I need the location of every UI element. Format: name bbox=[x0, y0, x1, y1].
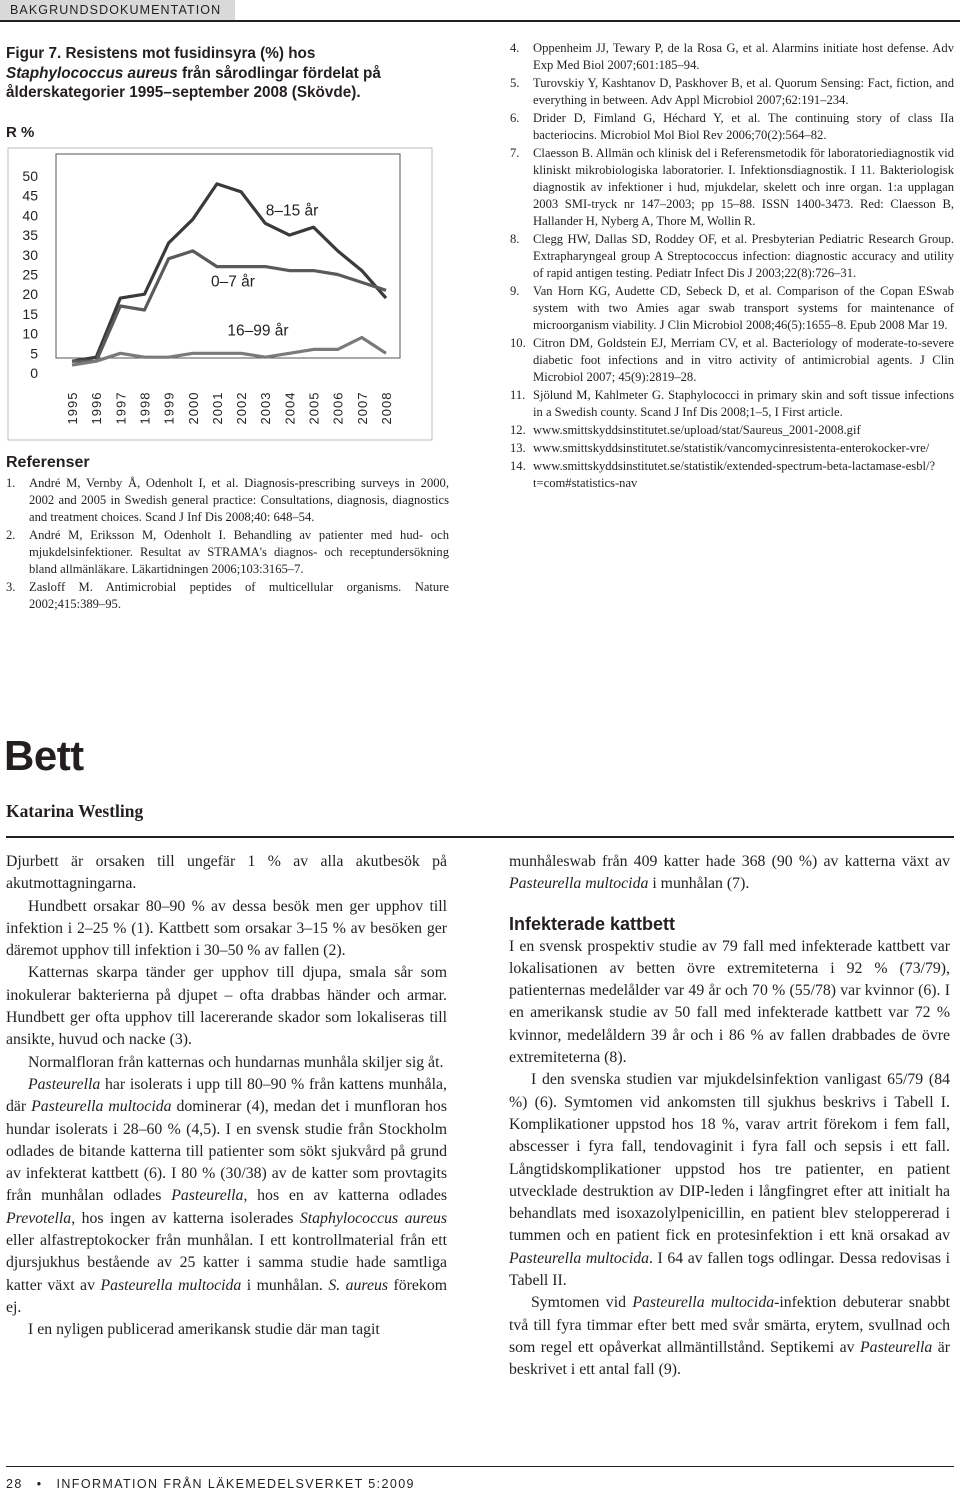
reference-number: 7. bbox=[510, 146, 520, 160]
header-rule bbox=[0, 20, 960, 22]
species-name: Pasteurella bbox=[28, 1075, 101, 1093]
text: är beskrivet i ett antal fall (9). bbox=[509, 1338, 950, 1379]
reference-item bbox=[6, 475, 449, 526]
series-line-2 bbox=[72, 338, 386, 366]
text: , hos en av katterna odlades bbox=[243, 1187, 447, 1205]
reference-item bbox=[510, 145, 954, 230]
y-tick-label: 40 bbox=[22, 207, 38, 224]
x-tick-label: 2006 bbox=[330, 391, 346, 425]
reference-number: 13. bbox=[510, 441, 526, 455]
y-axis-label: R % bbox=[6, 124, 35, 141]
reference-number: 1. bbox=[6, 476, 16, 490]
reference-number: 10. bbox=[510, 336, 526, 350]
y-tick-label: 20 bbox=[22, 286, 38, 303]
y-tick-label: 45 bbox=[22, 187, 38, 204]
article-column-right bbox=[509, 851, 950, 1382]
article-column-left bbox=[6, 851, 447, 1342]
x-tick-label: 2003 bbox=[258, 391, 274, 425]
y-tick-label: 5 bbox=[30, 345, 38, 362]
x-tick-label: 2002 bbox=[234, 391, 250, 425]
reference-item bbox=[510, 283, 954, 334]
section-label: BAKGRUNDSDOKUMENTATION bbox=[0, 0, 235, 20]
reference-text: André M, Vernby Å, Odenholt I, et al. Diagnosis-prescribing surveys in 2000, 2002 and 2005 in Swedish general practice: Consultations, diagnosis, diagnostics and treatment choices. Scand J Inf Dis 2008;40: 648–54. bbox=[29, 476, 449, 524]
reference-list-left bbox=[6, 475, 449, 614]
resistance-line-chart bbox=[0, 146, 440, 446]
reference-item bbox=[510, 422, 954, 439]
text: har isolerats i upp till 80–90 % från kattens munhåla, där bbox=[6, 1075, 447, 1116]
series-label: 8–15 år bbox=[265, 202, 319, 220]
subheading: Infekterade kattbett bbox=[509, 913, 676, 934]
species-name: Pasteurella multocida bbox=[100, 1276, 242, 1294]
reference-item bbox=[510, 110, 954, 144]
species-name: S. aureus bbox=[328, 1276, 389, 1294]
reference-text: www.smittskyddsinstitutet.se/upload/stat/Saureus_2001-2008.gif bbox=[533, 423, 861, 437]
text: i munhålan (7). bbox=[648, 875, 750, 893]
reference-item bbox=[510, 75, 954, 109]
footer-rule bbox=[6, 1466, 954, 1467]
reference-number: 3. bbox=[6, 580, 16, 594]
text: munhåleswab från 409 katter hade 368 (90 %) av katterna växt av bbox=[509, 853, 950, 870]
species-name: Pasteurella bbox=[171, 1187, 244, 1205]
text: i munhålan. bbox=[241, 1276, 329, 1294]
y-tick-label: 35 bbox=[22, 227, 38, 244]
species-name: Staphylococcus aureus bbox=[299, 1209, 448, 1227]
text: dominerar (4), medan det i munfloran hos hundar isolerats i 28–60 % (4,5). I en svensk studie från Stockholm odlades de bitande katterna till patienter som sökt sjukvård på grund av infekterat kattbett (6). I 80 % (30/38) av de katter som provtagits från munhålan odlades bbox=[6, 1098, 447, 1205]
species-name: Pasteurella bbox=[860, 1338, 933, 1356]
reference-text: Claesson B. Allmän och klinisk del i Referensmetodik för laboratoriediagnostik vid kliniskt mikrobiologiska laboratorier. I. Infektionsdiagnostik. I 11. Bakteriologisk diagnostik av infektioner i hud, mjukdelar, skelett och inre organ. 1:a upplagan 2003 SMI-tryck nr 147–2003; pp 15–88. ISSN 1400-3473. Red: Claesson B, Hallander H, Nyberg A, Thore M, Wollin R. bbox=[533, 146, 954, 228]
article-author: Katarina Westling bbox=[6, 801, 144, 821]
series-label: 0–7 år bbox=[211, 273, 255, 291]
reference-text: Van Horn KG, Audette CD, Sebeck D, et al. Comparison of the Copan ESwab system with two Amies agar swab transport systems for maintenance of microorganism viability. J Clin Microbiol 2008;46(5):1655–8. Epub 2008 Mar 19. bbox=[533, 284, 954, 332]
reference-text: Zasloff M. Antimicrobial peptides of multicellular organisms. Nature 2002;415:389–95. bbox=[29, 580, 449, 611]
reference-item bbox=[6, 579, 449, 613]
x-tick-label: 1999 bbox=[161, 391, 177, 425]
figure-caption-text-2: från sårodlingar fördelat på ålderskategorier 1995–september 2008 (Skövde). bbox=[6, 64, 381, 101]
paragraph: I en svensk prospektiv studie av 79 fall med infekterade kattbett var lokalisationen av betten övre extremiteterna i 92 % (73/79), patienternas medelålder var 49 år och 70 % (55/78) var kvinnor (6). I en amerikansk studie av 50 fall med infekterade kattbett var 72 % kvinnor, medelåldern 39 år och i 86 % av fallen drabbades de övre extremiteterna (8). bbox=[509, 937, 950, 1067]
text: eller alfastreptokocker från munhålan. I ett kontrollmaterial från ett djursjukhus bestående av 25 katter i samma studie hade samtliga katter växt av bbox=[6, 1232, 447, 1294]
references-heading: Referenser bbox=[6, 454, 90, 471]
reference-text: Drider D, Fimland G, Héchard Y, et al. The continuing story of class IIa bacteriocins. Microbiol Mol Biol Rev 2006;70(2):564–82. bbox=[533, 111, 954, 142]
reference-number: 8. bbox=[510, 232, 520, 246]
reference-number: 12. bbox=[510, 423, 526, 437]
page-footer bbox=[6, 1477, 415, 1491]
y-tick-label: 0 bbox=[30, 365, 38, 381]
article-rule bbox=[6, 836, 954, 838]
paragraph: Hundbett orsakar 80–90 % av dessa besök men ger upphov till infektion i 2–25 % (1). Kattbett som orsakar 3–15 % av besöken ger däremot upphov till infektion i 30–50 % av fallen (2). bbox=[6, 897, 447, 960]
x-tick-label: 1997 bbox=[113, 391, 129, 425]
x-tick-label: 2001 bbox=[209, 391, 225, 425]
reference-text: André M, Eriksson M, Odenholt I. Behandling av patienter med hud- och mjukdelsinfektioner. Resultat av STRAMA's diagnos- och receptundersökning bland allmänläkare. Läkartidningen 2006;103:3165–7. bbox=[29, 528, 449, 576]
x-tick-label: 2000 bbox=[185, 391, 201, 425]
reference-text: Turovskiy Y, Kashtanov D, Paskhover B, et al. Quorum Sensing: Fact, fiction, and everything in between. Adv Appl Microbiol 2007;62:191–234. bbox=[533, 76, 954, 107]
paragraph: Katternas skarpa tänder ger upphov till djupa, smala sår som inokulerar bakterierna på djupet – ofta drabbas händer och armar. Hundbett ger ofta upphov till lacererande skador som lokaliseras till ansikte, huvud och nacke (3). bbox=[6, 964, 447, 1049]
reference-item bbox=[510, 458, 954, 492]
reference-text: www.smittskyddsinstitutet.se/statistik/extended-spectrum-beta-lactamase-esbl/?t=com#statistics-nav bbox=[533, 459, 936, 490]
text: Symtomen vid bbox=[531, 1294, 633, 1312]
figure-caption-prefix: Figur 7. bbox=[6, 45, 62, 62]
article-title: Bett bbox=[4, 732, 84, 779]
text: . I 64 av fallen togs odlingar. Dessa redovisas i Tabell II. bbox=[509, 1249, 950, 1290]
reference-item bbox=[510, 387, 954, 421]
series-label: 16–99 år bbox=[227, 322, 289, 340]
x-tick-label: 1998 bbox=[137, 391, 153, 425]
paragraph bbox=[6, 1074, 447, 1319]
paragraph: Djurbett är orsaken till ungefär 1 % av alla akutbesök på akutmottagningarna. bbox=[6, 853, 447, 893]
page-number: 28 bbox=[6, 1477, 23, 1491]
reference-item bbox=[510, 231, 954, 282]
paragraph bbox=[509, 1292, 950, 1381]
species-name: Prevotella bbox=[6, 1209, 72, 1227]
reference-number: 9. bbox=[510, 284, 520, 298]
reference-text: www.smittskyddsinstitutet.se/statistik/vancomycinresistenta-enterokocker-vre/ bbox=[533, 441, 930, 455]
reference-list-right bbox=[510, 40, 954, 493]
reference-item bbox=[510, 40, 954, 74]
species-name: Pasteurella multocida bbox=[632, 1294, 775, 1312]
y-tick-label: 50 bbox=[22, 168, 38, 184]
figure-caption-text: Resistens mot fusidinsyra (%) hos bbox=[65, 45, 316, 62]
reference-text: Oppenheim JJ, Tewary P, de la Rosa G, et al. Alarmins initiate host defense. Adv Exp Med Biol 2007;601:185–94. bbox=[533, 41, 954, 72]
species-name: Pasteurella multocida bbox=[509, 875, 649, 893]
text: I den svenska studien var mjukdelsinfektion vanligast 65/79 (84 %) (6). Symtomen vid ankomsten till sjukhus beskrivs i Tabell I. Komplikationer uppstod hos 18 %, varav artrit förekom i fem fall, abscesser i fyra fall, tendovaginit i fyra fall och sepsis i ett fall. Långtidskomplikationer uppstod hos tre patienter, en patient utvecklade destruktion av DIP-leden i långfingret efter att initialt ha behandlats med isoxazolylpenicillin, en patient blev steloppererad i tummen och en patient fick en protesinfektion i ett knä orsakad av bbox=[509, 1071, 950, 1245]
paragraph: I en nyligen publicerad amerikansk studie där man tagit bbox=[28, 1321, 380, 1339]
text: -infektion debuterar snabbt två till fyra timmar efter bett med svår smärta, erytem, svullnad och som regel ett opåverkat allmäntillstånd. Septikemi av bbox=[509, 1294, 950, 1356]
figure-caption bbox=[6, 44, 436, 103]
species-name: Pasteurella multocida bbox=[509, 1249, 650, 1267]
reference-number: 5. bbox=[510, 76, 520, 90]
reference-number: 6. bbox=[510, 111, 520, 125]
reference-number: 2. bbox=[6, 528, 16, 542]
species-name: Pasteurella multocida bbox=[31, 1098, 172, 1116]
reference-number: 11. bbox=[510, 388, 526, 402]
y-tick-label: 10 bbox=[22, 325, 38, 342]
reference-number: 14. bbox=[510, 459, 526, 473]
reference-number: 4. bbox=[510, 41, 520, 55]
reference-text: Clegg HW, Dallas SD, Roddey OF, et al. Presbyterian Pediatric Research Group. Extrapharyngeal group A Streptococcus infection: diagnostic accuracy and utility of rapid antigen testing. Pediatr Infect Dis J 2003;22(8):726–31. bbox=[533, 232, 954, 280]
text: , hos ingen av katterna isolerades bbox=[71, 1209, 300, 1227]
y-tick-label: 30 bbox=[22, 246, 38, 263]
reference-text: Sjölund M, Kahlmeter G. Staphylococci in primary skin and soft tissue infections in a Swedish county. Scand J Inf Dis 2008;1–5, I First article. bbox=[533, 388, 954, 419]
x-tick-label: 2008 bbox=[379, 391, 394, 425]
series-line-1 bbox=[72, 251, 386, 361]
x-tick-label: 1995 bbox=[65, 391, 80, 425]
reference-item bbox=[510, 335, 954, 386]
y-tick-label: 15 bbox=[22, 305, 38, 322]
x-tick-label: 1996 bbox=[89, 391, 105, 425]
text: förekom ej. bbox=[6, 1276, 448, 1316]
y-tick-label: 25 bbox=[22, 266, 38, 283]
paragraph bbox=[509, 851, 950, 896]
reference-item bbox=[6, 527, 449, 578]
footer-bullet: • bbox=[36, 1477, 43, 1491]
reference-text: Citron DM, Goldstein EJ, Merriam CV, et al. Bacteriology of moderate-to-severe diabetic foot infections and in vitro activity of antimicrobial agents. J Clin Microbiol 2007; 45(9):2819–28. bbox=[533, 336, 954, 384]
figure-caption-species: Staphylococcus aureus bbox=[6, 64, 178, 82]
paragraph: Normalfloran från katternas och hundarnas munhåla skiljer sig åt. bbox=[28, 1053, 444, 1071]
x-tick-label: 2005 bbox=[306, 391, 322, 425]
reference-item bbox=[510, 440, 954, 457]
x-tick-label: 2007 bbox=[354, 391, 370, 425]
publication-name: INFORMATION FRÅN LÄKEMEDELSVERKET 5:2009 bbox=[56, 1477, 415, 1491]
paragraph bbox=[509, 1069, 950, 1292]
x-tick-label: 2004 bbox=[282, 391, 298, 425]
